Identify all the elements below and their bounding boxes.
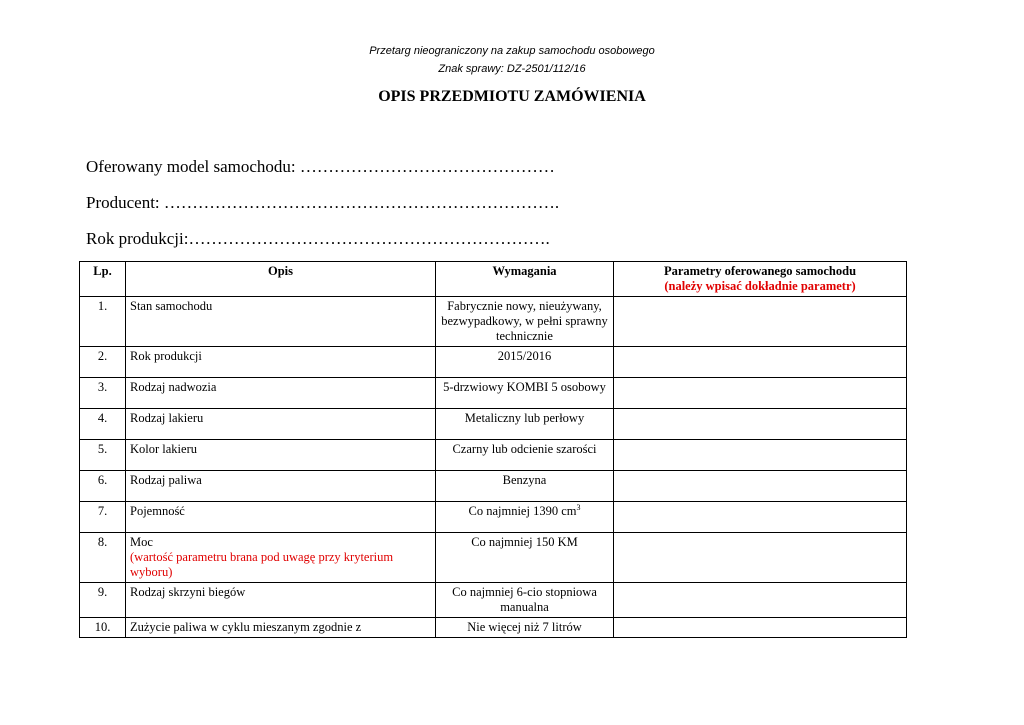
cell-opis-text: Rodzaj skrzyni biegów (130, 585, 246, 599)
cell-parametry-input[interactable] (614, 533, 907, 583)
requirements-table (79, 261, 907, 638)
cell-opis (126, 533, 436, 583)
cell-lp: 10. (80, 618, 126, 638)
cell-wymagania (436, 533, 614, 583)
table-row (80, 440, 907, 471)
cell-opis (126, 347, 436, 378)
cell-opis-note: (wartość parametru brana pod uwagę przy kryterium wyboru) (130, 550, 394, 579)
cell-wymagania (436, 378, 614, 409)
cell-wymagania-text: Co najmniej 150 KM (471, 535, 578, 549)
cell-opis-text: Rodzaj lakieru (130, 411, 204, 425)
cell-wymagania-text: 2015/2016 (497, 349, 552, 363)
cell-wymagania-text: Nie więcej niż 7 litrów (467, 620, 582, 634)
cell-opis-text: Moc (130, 535, 153, 549)
cell-parametry-input[interactable] (614, 378, 907, 409)
cell-lp: 2. (80, 347, 126, 378)
header-case-number: Znak sprawy: DZ-2501/112/16 (438, 63, 586, 75)
cell-opis (126, 502, 436, 533)
cell-wymagania (436, 471, 614, 502)
cell-opis-text: Rok produkcji (130, 349, 202, 363)
cell-opis-text: Zużycie paliwa w cyklu mieszanym zgodnie z (130, 620, 362, 634)
page-title: OPIS PRZEDMIOTU ZAMÓWIENIA (378, 88, 646, 105)
cell-lp: 9. (80, 583, 126, 618)
cell-wymagania (436, 583, 614, 618)
cell-lp: 8. (80, 533, 126, 583)
cell-parametry-input[interactable] (614, 409, 907, 440)
table-row (80, 502, 907, 533)
cell-lp: 4. (80, 409, 126, 440)
cell-parametry-input[interactable] (614, 297, 907, 347)
cell-opis (126, 618, 436, 638)
table-row (80, 347, 907, 378)
table-row (80, 471, 907, 502)
header-tender-title: Przetarg nieograniczony na zakup samochodu osobowego (369, 45, 655, 57)
table-row (80, 378, 907, 409)
cell-wymagania-text: Benzyna (502, 473, 547, 487)
cell-wymagania (436, 347, 614, 378)
cell-opis-text: Rodzaj paliwa (130, 473, 202, 487)
cell-parametry-input[interactable] (614, 347, 907, 378)
cell-wymagania (436, 618, 614, 638)
cell-wymagania (436, 502, 614, 533)
table-header-row (80, 262, 907, 297)
cell-wymagania (436, 409, 614, 440)
cell-wymagania-text: 5-drzwiowy KOMBI 5 osobowy (443, 380, 606, 394)
cell-lp: 7. (80, 502, 126, 533)
table-row (80, 533, 907, 583)
cell-wymagania-text: Metaliczny lub perłowy (464, 411, 585, 425)
cell-parametry-input[interactable] (614, 583, 907, 618)
cell-lp: 1. (80, 297, 126, 347)
field-production-year[interactable]: Rok produkcji:………………………………………………………. (86, 229, 550, 248)
cell-wymagania (436, 297, 614, 347)
header-opis: Opis (126, 262, 436, 297)
header-lp: Lp. (80, 262, 126, 297)
cell-opis (126, 409, 436, 440)
cell-opis-text: Rodzaj nadwozia (130, 380, 217, 394)
table-row (80, 297, 907, 347)
cell-wymagania-superscript: 3 (576, 502, 581, 512)
cell-lp: 5. (80, 440, 126, 471)
field-producer[interactable]: Producent: ……………………………………………………………. (86, 193, 560, 212)
cell-wymagania-text: Co najmniej 1390 cm (468, 504, 577, 518)
cell-parametry-input[interactable] (614, 618, 907, 638)
cell-opis (126, 378, 436, 409)
cell-parametry-input[interactable] (614, 440, 907, 471)
cell-wymagania-text: Co najmniej 6-cio stopniowa manualna (452, 585, 597, 614)
table-row (80, 618, 907, 638)
cell-opis-text: Stan samochodu (130, 299, 213, 313)
cell-opis (126, 583, 436, 618)
header-parametry-label: Parametry oferowanego samochodu (663, 264, 857, 278)
cell-wymagania-text: Fabrycznie nowy, nieużywany, bezwypadkowy, w pełni sprawny technicznie (441, 299, 608, 343)
table-row (80, 409, 907, 440)
cell-opis (126, 440, 436, 471)
cell-lp: 3. (80, 378, 126, 409)
header-wymagania: Wymagania (436, 262, 614, 297)
header-parametry-note: (należy wpisać dokładnie parametr) (664, 279, 856, 293)
cell-opis-text: Kolor lakieru (130, 442, 197, 456)
header-parametry (614, 262, 907, 297)
cell-parametry-input[interactable] (614, 471, 907, 502)
cell-parametry-input[interactable] (614, 502, 907, 533)
cell-opis (126, 297, 436, 347)
cell-lp: 6. (80, 471, 126, 502)
cell-opis (126, 471, 436, 502)
table-row (80, 583, 907, 618)
cell-opis-text: Pojemność (130, 504, 185, 518)
cell-wymagania-text: Czarny lub odcienie szarości (452, 442, 597, 456)
cell-wymagania (436, 440, 614, 471)
field-car-model[interactable]: Oferowany model samochodu: ……………………………………… (86, 157, 555, 176)
